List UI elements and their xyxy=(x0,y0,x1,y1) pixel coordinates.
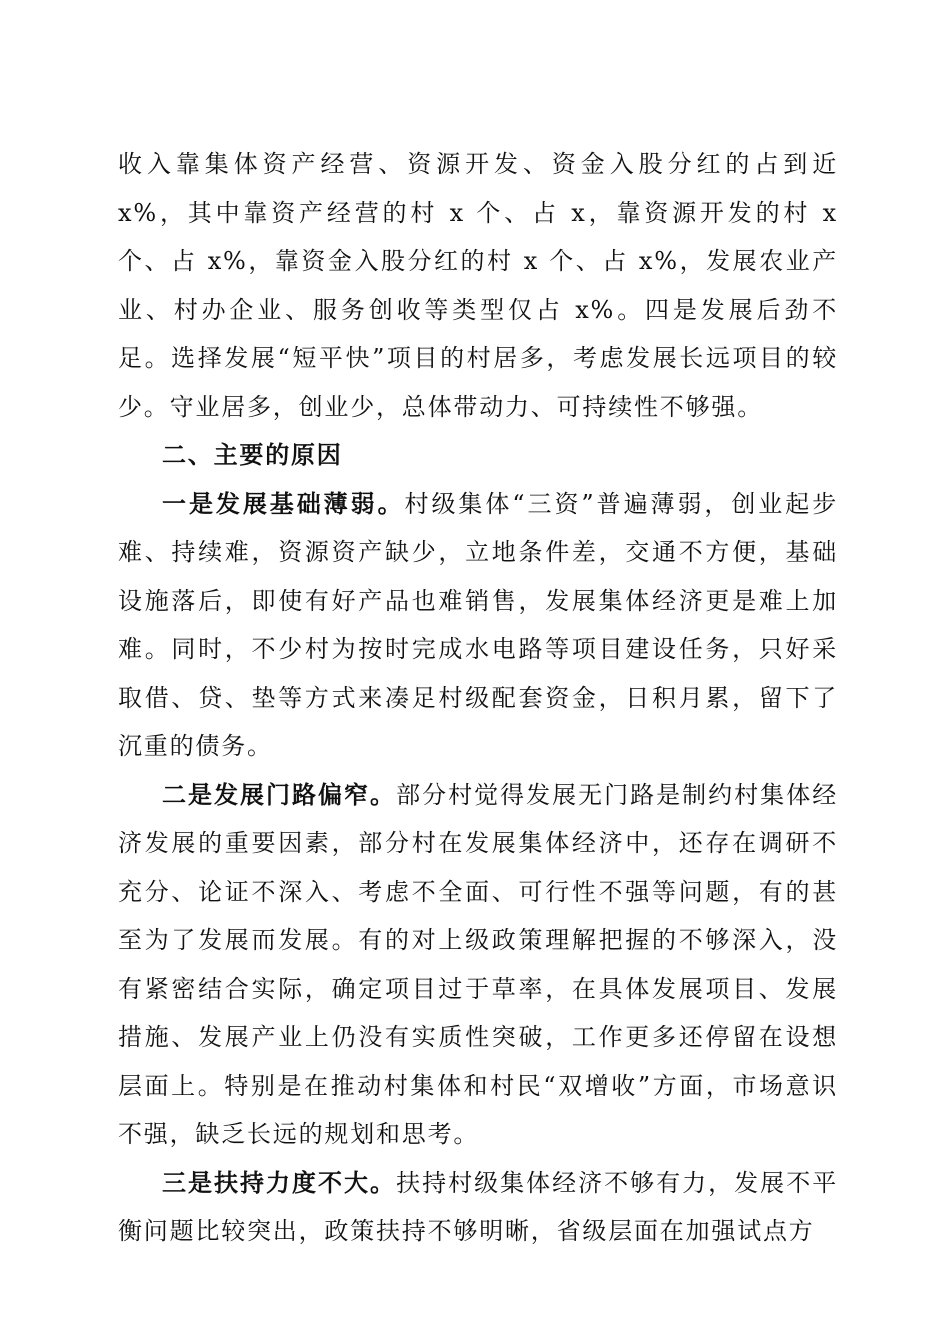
paragraph-continuation xyxy=(118,140,838,431)
paragraph-reason-2 xyxy=(118,771,838,1159)
paragraph-text: 村级集体“三资”普遍薄弱，创业起步难、持续难，资源资产缺少，立地条件差，交通不方便，基础设施落后，即使有好产品也难销售，发展集体经济更是难上加难。同时，不少村为按时完成水电路等项目建设任务，只好采取借、贷、垫等方式来凑足村级配套资金，日积月累，留下了沉重的债务。 xyxy=(118,489,838,760)
paragraph-text: 扶持村级集体经济不够有力，发展不平衡问题比较突出，政策扶持不够明晰，省级层面在加强试点方 xyxy=(118,1168,838,1245)
paragraph-lead: 二是发展门路偏窄。 xyxy=(162,780,397,809)
paragraph-text: 部分村觉得发展无门路是制约村集体经济发展的重要因素，部分村在发展集体经济中，还存在调研不充分、论证不深入、考虑不全面、可行性不强等问题，有的甚至为了发展而发展。有的对上级政策理解把握的不够深入，没有紧密结合实际，确定项目过于草率，在具体发展项目、发展措施、发展产业上仍没有实质性突破，工作更多还停留在设想层面上。特别是在推动村集体和村民“双增收”方面，市场意识不强，缺乏长远的规划和思考。 xyxy=(118,780,838,1148)
document-body xyxy=(118,140,838,1256)
paragraph-reason-1 xyxy=(118,480,838,771)
paragraph-reason-3 xyxy=(118,1159,838,1256)
paragraph-lead: 一是发展基础薄弱。 xyxy=(162,489,405,518)
paragraph-lead: 三是扶持力度不大。 xyxy=(162,1168,397,1197)
section-heading: 二、主要的原因 xyxy=(162,441,343,469)
paragraph-text: 收入靠集体资产经营、资源开发、资金入股分红的占到近 x%，其中靠资产经营的村 x 个、占 x，靠资源开发的村 x 个、占 x%，靠资金入股分红的村 x 个、占 x%，发展农业产业、村办企业、服务创收等类型仅占 x%。四是发展后劲不足。选择发展“短平快”项目的村居多，考虑发展长远项目的较少。守业居多，创业少，总体带动力、可持续性不够强。 xyxy=(118,150,838,421)
